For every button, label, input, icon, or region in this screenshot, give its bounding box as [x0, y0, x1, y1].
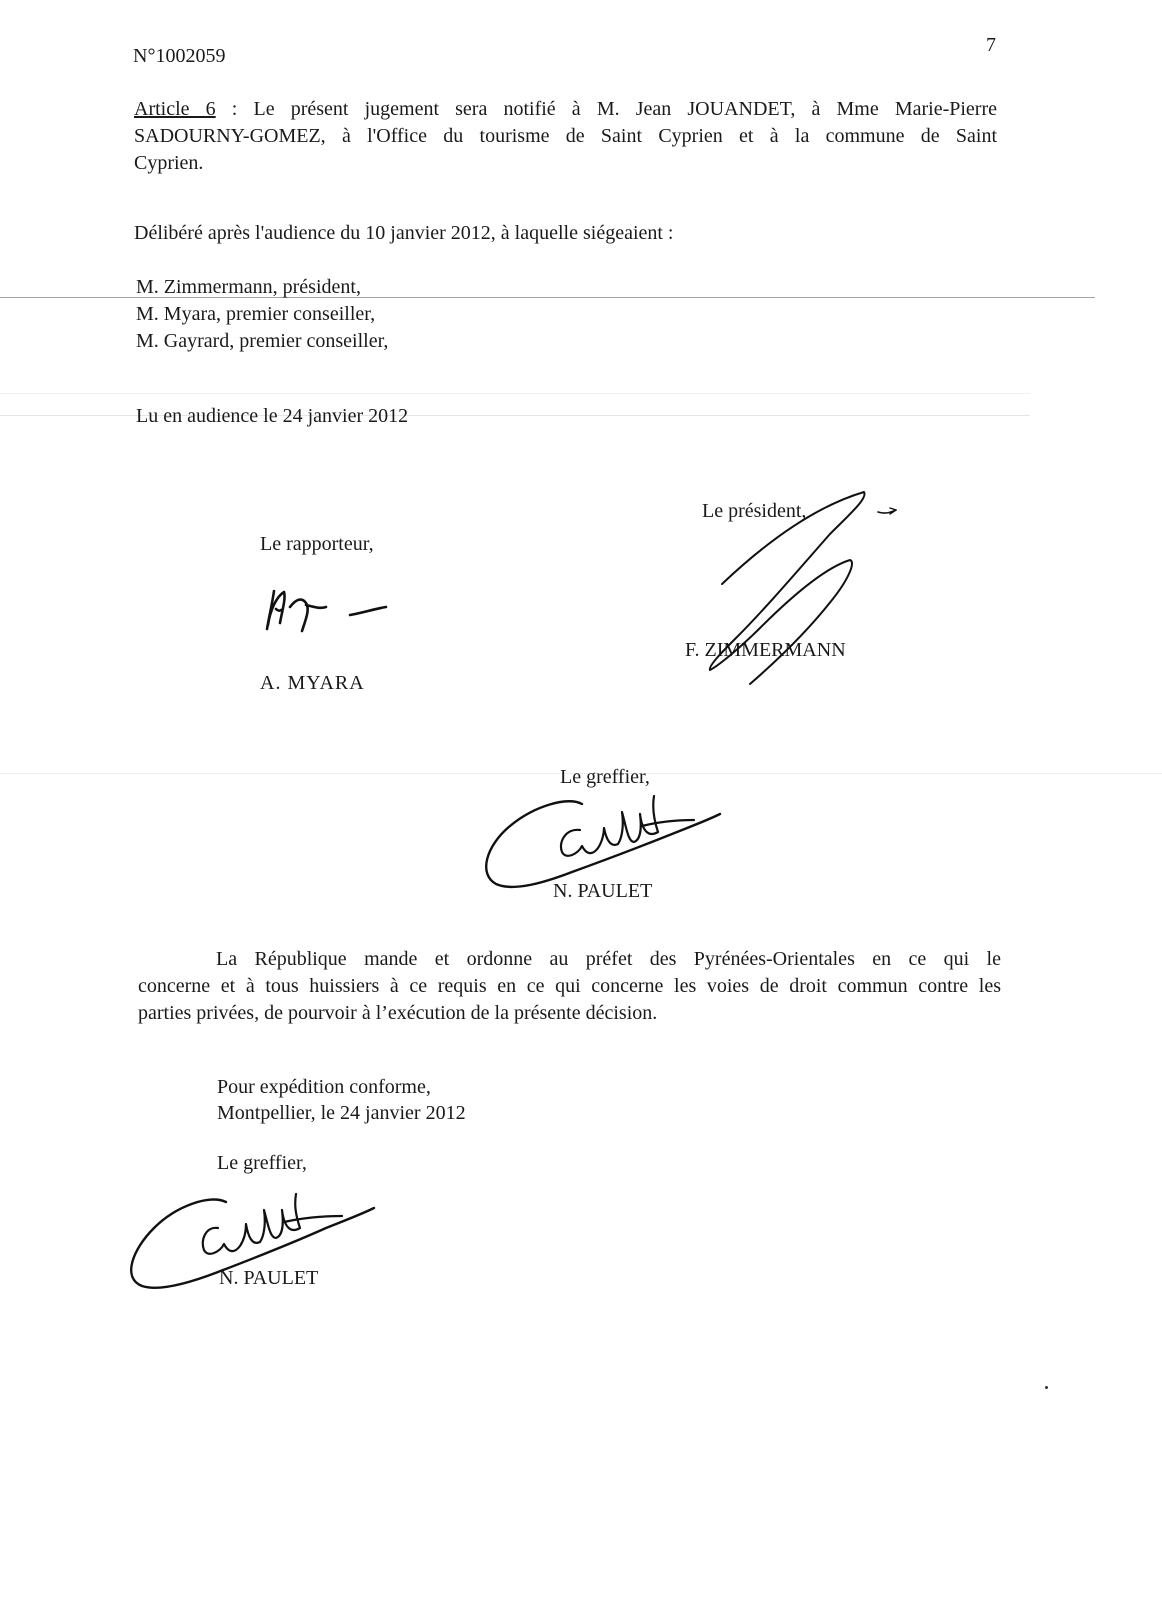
certification-line-1: Pour expédition conforme,: [217, 1076, 431, 1098]
article-line-2: SADOURNY-GOMEZ, à l'Office du tourisme de Saint Cyprien et à la commune de Saint: [134, 125, 997, 147]
article-line-1-text: Le présent jugement sera notifié à M. Jean JOUANDET, à Mme Marie-Pierre: [237, 98, 997, 120]
member-3: M. Gayrard, premier conseiller,: [136, 330, 389, 352]
enforcement-line-3: parties privées, de pourvoir à l’exécution de la présente décision.: [138, 1002, 658, 1024]
scan-speck: [1045, 1386, 1048, 1389]
enforcement-paragraph: [138, 946, 1001, 1027]
certification-greffier-title: Le greffier,: [217, 1152, 307, 1174]
certification-line-2: Montpellier, le 24 janvier 2012: [217, 1102, 466, 1124]
certification-greffier-name: N. PAULET: [219, 1267, 319, 1289]
article-label: Article 6: [134, 98, 216, 120]
page-number: 7: [986, 34, 996, 56]
scan-line: [0, 393, 1030, 394]
president-signature: [700, 488, 900, 688]
president-title: Le président,: [702, 500, 807, 522]
member-2: M. Myara, premier conseiller,: [136, 303, 376, 325]
enforcement-line-1: La République mande et ordonne au préfet des Pyrénées-Orientales en ce qui le: [216, 948, 1001, 970]
enforcement-line-2: concerne et à tous huissiers à ce requis en ce qui concerne les voies de droit commun contre les: [138, 975, 1001, 997]
greffier-name: N. PAULET: [553, 880, 653, 902]
case-number: N°1002059: [133, 45, 226, 67]
article-line-3: Cyprien.: [134, 152, 204, 174]
rapporteur-name: A. MYARA: [260, 672, 365, 694]
president-name: F. ZIMMERMANN: [685, 639, 846, 661]
deliberation-intro: Délibéré après l'audience du 10 janvier 2012, à laquelle siégeaient :: [134, 222, 674, 244]
rapporteur-title: Le rapporteur,: [260, 533, 374, 555]
article-paragraph: [134, 96, 997, 177]
greffier-title: Le greffier,: [560, 766, 650, 788]
read-in-court: Lu en audience le 24 janvier 2012: [136, 405, 409, 427]
member-1: M. Zimmermann, président,: [136, 276, 361, 298]
rapporteur-signature: [262, 587, 402, 637]
article-line-1: [134, 96, 997, 123]
article-label-sep: :: [215, 98, 238, 120]
